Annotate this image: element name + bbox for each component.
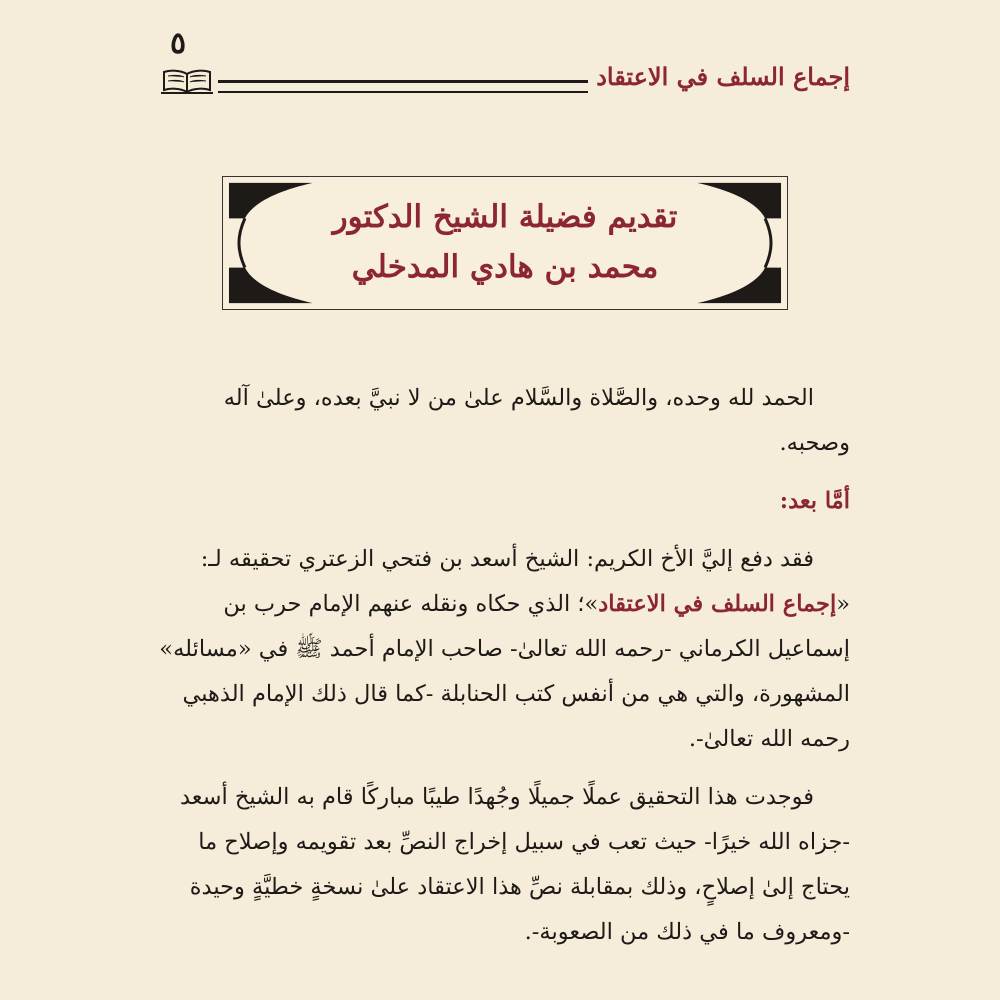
- title-line-2: محمد بن هادي المدخلي: [351, 249, 659, 285]
- book-title-highlight: إجماع السلف في الاعتقاد: [598, 591, 837, 617]
- paragraph-introduction: [150, 537, 850, 762]
- title-frame: [222, 176, 788, 310]
- body-text: [150, 376, 850, 955]
- paragraph-assessment: فوجدت هذا التحقيق عملًا جميلًا وجُهدًا طيبًا مباركًا قام به الشيخ أسعد -جزاه الله خيرًا- حيث تعب في سبيل إخراج النصِّ بعد تقويمه وإصلاح ما يحتاج إلىٰ إصلاحٍ، وذلك بمقابلة نصِّ هذا الاعتقاد علىٰ نسخةٍ خطيَّةٍ وحيدة -ومعروف ما في ذلك من الصعوبة-.: [179, 784, 850, 945]
- paragraph-text: »؛ الذي حكاه ونقله عنهم الإمام حرب بن إسماعيل الكرماني -رحمه الله تعالىٰ- صاحب الإمام أحمد ﷺ في «مسائله» المشهورة، والتي هي من أنفس كتب الحنابلة -كما قال ذلك الإمام الذهبي رحمه الله تعالىٰ-.: [159, 591, 850, 752]
- running-header: [150, 26, 850, 91]
- page-number: ٥: [170, 26, 187, 61]
- paragraph-opening: الحمد لله وحده، والصَّلاة والسَّلام علىٰ من لا نبيَّ بعده، وعلىٰ آله وصحبه.: [223, 385, 850, 456]
- subheading: أمَّا بعد:: [779, 488, 850, 514]
- header-rule: [218, 80, 588, 93]
- open-book-icon: [160, 68, 214, 94]
- ornamental-frame: [223, 177, 787, 309]
- paragraph-text: فقد دفع إليَّ الأخ الكريم: الشيخ أسعد بن فتحي الزعتري تحقيقه لـ: «: [200, 546, 850, 617]
- running-title: إجماع السلف في الاعتقاد: [596, 62, 850, 91]
- title-line-1: تقديم فضيلة الشيخ الدكتور: [332, 199, 678, 235]
